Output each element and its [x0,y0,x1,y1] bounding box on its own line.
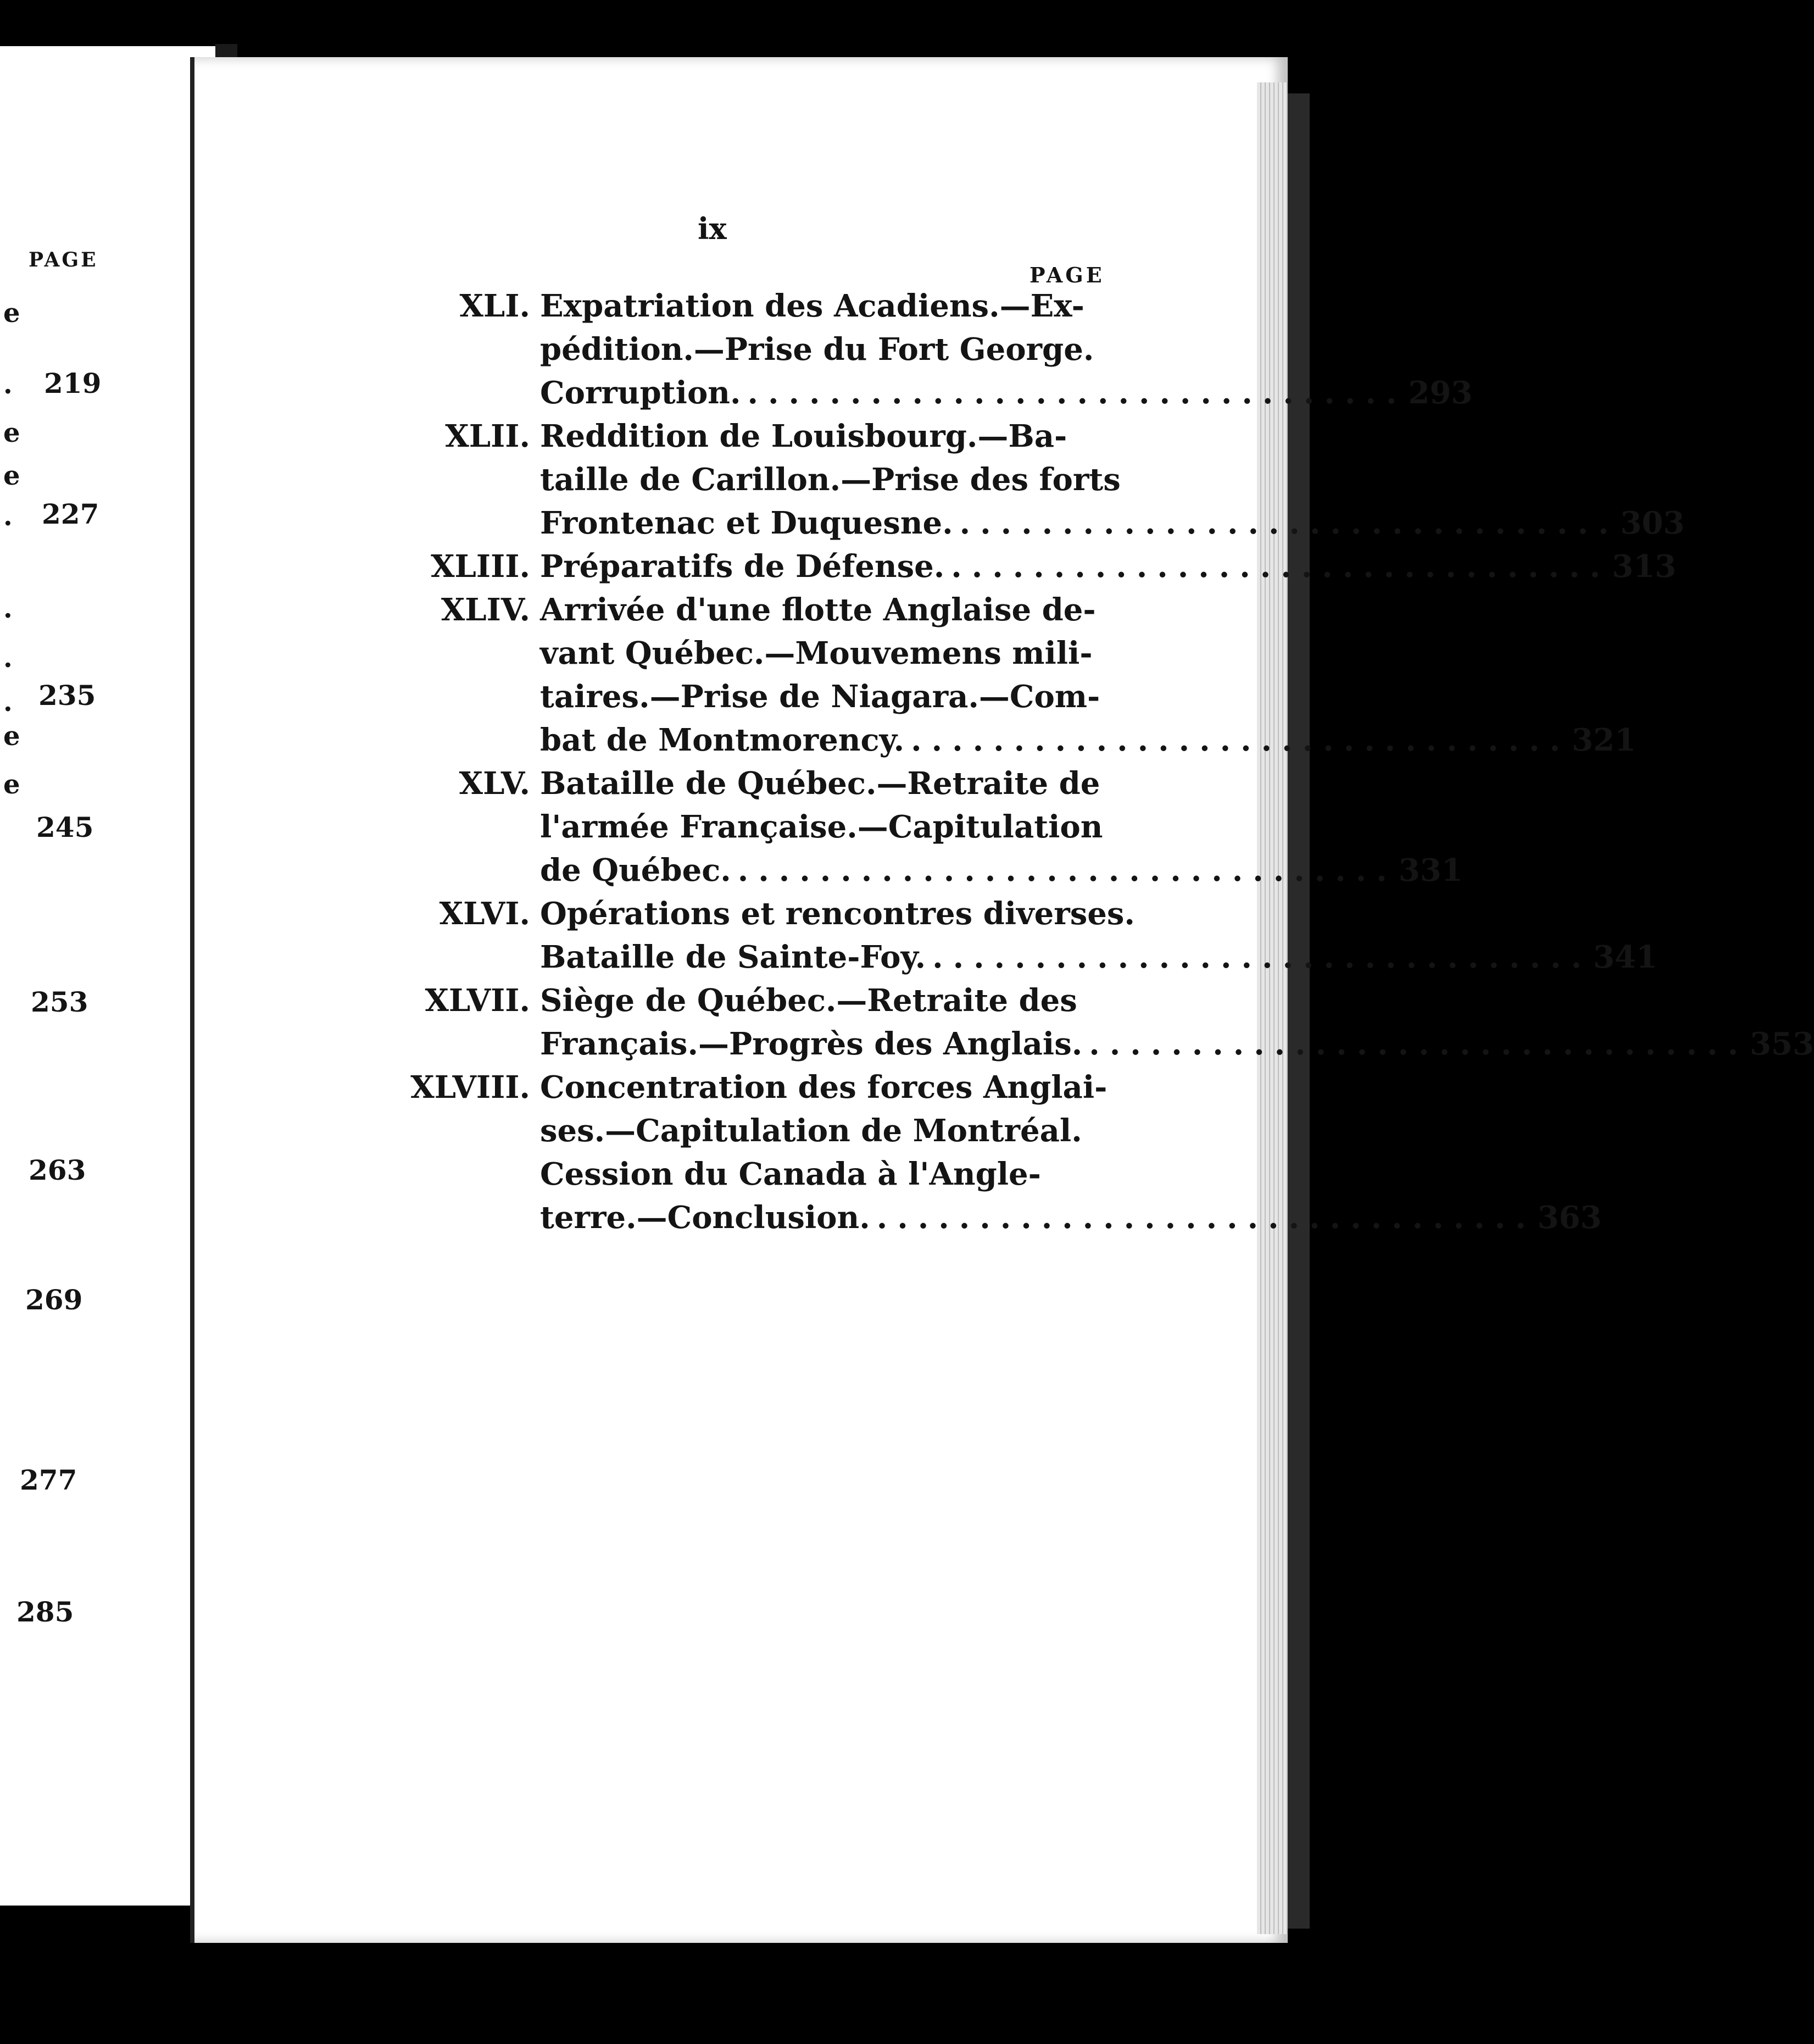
table-of-contents [379,285,1814,1240]
left-fragment: e [3,298,20,329]
description-line [540,1196,1602,1240]
chapter-description [530,892,1657,979]
line-text: Bataille de Sainte-Foy. [540,939,926,975]
left-page-number: 285 [16,1596,74,1628]
line-text: ses.—Capitulation de Montréal. [540,1113,1082,1149]
description-line [540,979,1814,1023]
line-text: Préparatifs de Défense. [540,548,945,585]
description-line [540,806,1463,849]
description-line [540,1153,1602,1196]
page-number: 303 [1620,505,1685,541]
left-page-number: 263 [29,1154,86,1186]
folio-number: ix [698,211,727,246]
chapter-number: XLVIII. [410,1069,530,1106]
description-line [540,675,1636,719]
left-page-number: 277 [20,1464,77,1496]
leader-dots: ................................ [959,505,1619,541]
page-number: 313 [1612,548,1677,585]
description-line [540,415,1684,458]
left-page-number: 253 [31,986,88,1018]
left-fragment: . [3,593,13,624]
left-page-number: 235 [38,679,96,712]
line-text: Bataille de Québec.—Retraite de [540,765,1100,802]
page-column-heading: PAGE [1030,263,1105,287]
leader-dots: ................................ [1089,1026,1749,1062]
line-text: Cession du Canada à l'Angle- [540,1156,1041,1192]
toc-entry [379,892,1657,979]
chapter-number: XLVI. [439,896,530,932]
chapter-description [530,979,1814,1066]
toc-entry [379,415,1685,545]
line-text: Siège de Québec.—Retraite des [540,982,1077,1019]
left-fragment: e [3,418,20,448]
description-line [540,588,1636,632]
chapter-description [530,545,1676,588]
chapter-description [530,415,1684,545]
left-fragment: . [3,369,13,400]
description-line [540,632,1636,675]
description-line [540,719,1636,762]
leader-dots: ................................ [951,548,1611,585]
line-text: Français.—Progrès des Anglais. [540,1026,1083,1062]
line-text: de Québec. [540,852,731,888]
chapter-number: XLI. [459,288,530,324]
line-text: Reddition de Louisbourg.—Ba- [540,418,1067,454]
line-text: Concentration des forces Anglai- [540,1069,1108,1106]
line-text: taille de Carillon.—Prise des forts [540,462,1121,498]
leader-dots: ................................ [747,375,1407,411]
line-text: Expatriation des Acadiens.—Ex- [540,288,1084,324]
chapter-description [530,1066,1602,1240]
toc-entry [379,588,1637,762]
line-text: Corruption. [540,375,741,411]
leader-dots: ................................ [737,852,1397,888]
left-fragment: . [3,687,13,718]
chapter-number: XLIV. [441,592,530,628]
description-line [540,458,1684,502]
description-line [540,1066,1602,1109]
description-line [540,892,1657,936]
toc-entry [379,545,1677,588]
page-number: 363 [1537,1199,1602,1236]
line-text: Arrivée d'une flotte Anglaise de- [540,592,1096,628]
line-text: vant Québec.—Mouvemens mili- [540,635,1093,671]
page-number: 331 [1398,852,1463,888]
left-fragment: e [3,721,20,752]
line-text: Opérations et rencontres diverses. [540,896,1135,932]
chapter-description [530,762,1463,892]
leader-dots: ................................ [911,722,1571,758]
description-line [540,1023,1814,1066]
line-text: pédition.—Prise du Fort George. [540,331,1094,368]
toc-entry [379,1066,1602,1240]
left-fragment: . [3,501,13,532]
left-page-number: 227 [42,498,99,530]
toc-entry [379,979,1814,1066]
left-page-heading: PAGE [29,248,98,271]
page-number: 321 [1572,722,1637,758]
left-page-number: 245 [36,811,94,843]
toc-entry [379,762,1463,892]
line-text: taires.—Prise de Niagara.—Com- [540,679,1100,715]
description-line [540,762,1463,806]
chapter-number: XLIII. [431,548,530,585]
leader-dots: ................................ [932,939,1592,975]
description-line [540,502,1684,545]
left-fragment: e [3,769,20,800]
description-line [540,285,1472,328]
page-number: 353 [1750,1026,1814,1062]
left-fragment: e [3,460,20,491]
chapter-number: XLII. [445,418,530,454]
description-line [540,371,1472,415]
line-text: bat de Montmorency. [540,722,905,758]
description-line [540,1109,1602,1153]
toc-entry [379,285,1473,415]
chapter-description [530,285,1472,415]
page-number: 293 [1408,375,1473,411]
line-text: Frontenac et Duquesne. [540,505,953,541]
chapter-number: XLV. [459,765,530,802]
line-text: terre.—Conclusion. [540,1199,870,1236]
line-text: l'armée Française.—Capitulation [540,809,1103,845]
chapter-description [530,588,1636,762]
description-line [540,545,1676,588]
leader-dots: ................................ [876,1199,1536,1236]
chapter-number: XLVII. [425,982,530,1019]
left-page-number: 219 [44,367,102,399]
page-number: 341 [1593,939,1657,975]
description-line [540,936,1657,979]
left-page-number: 269 [25,1284,83,1316]
description-line [540,849,1463,892]
description-line [540,328,1472,371]
left-fragment: . [3,643,13,674]
